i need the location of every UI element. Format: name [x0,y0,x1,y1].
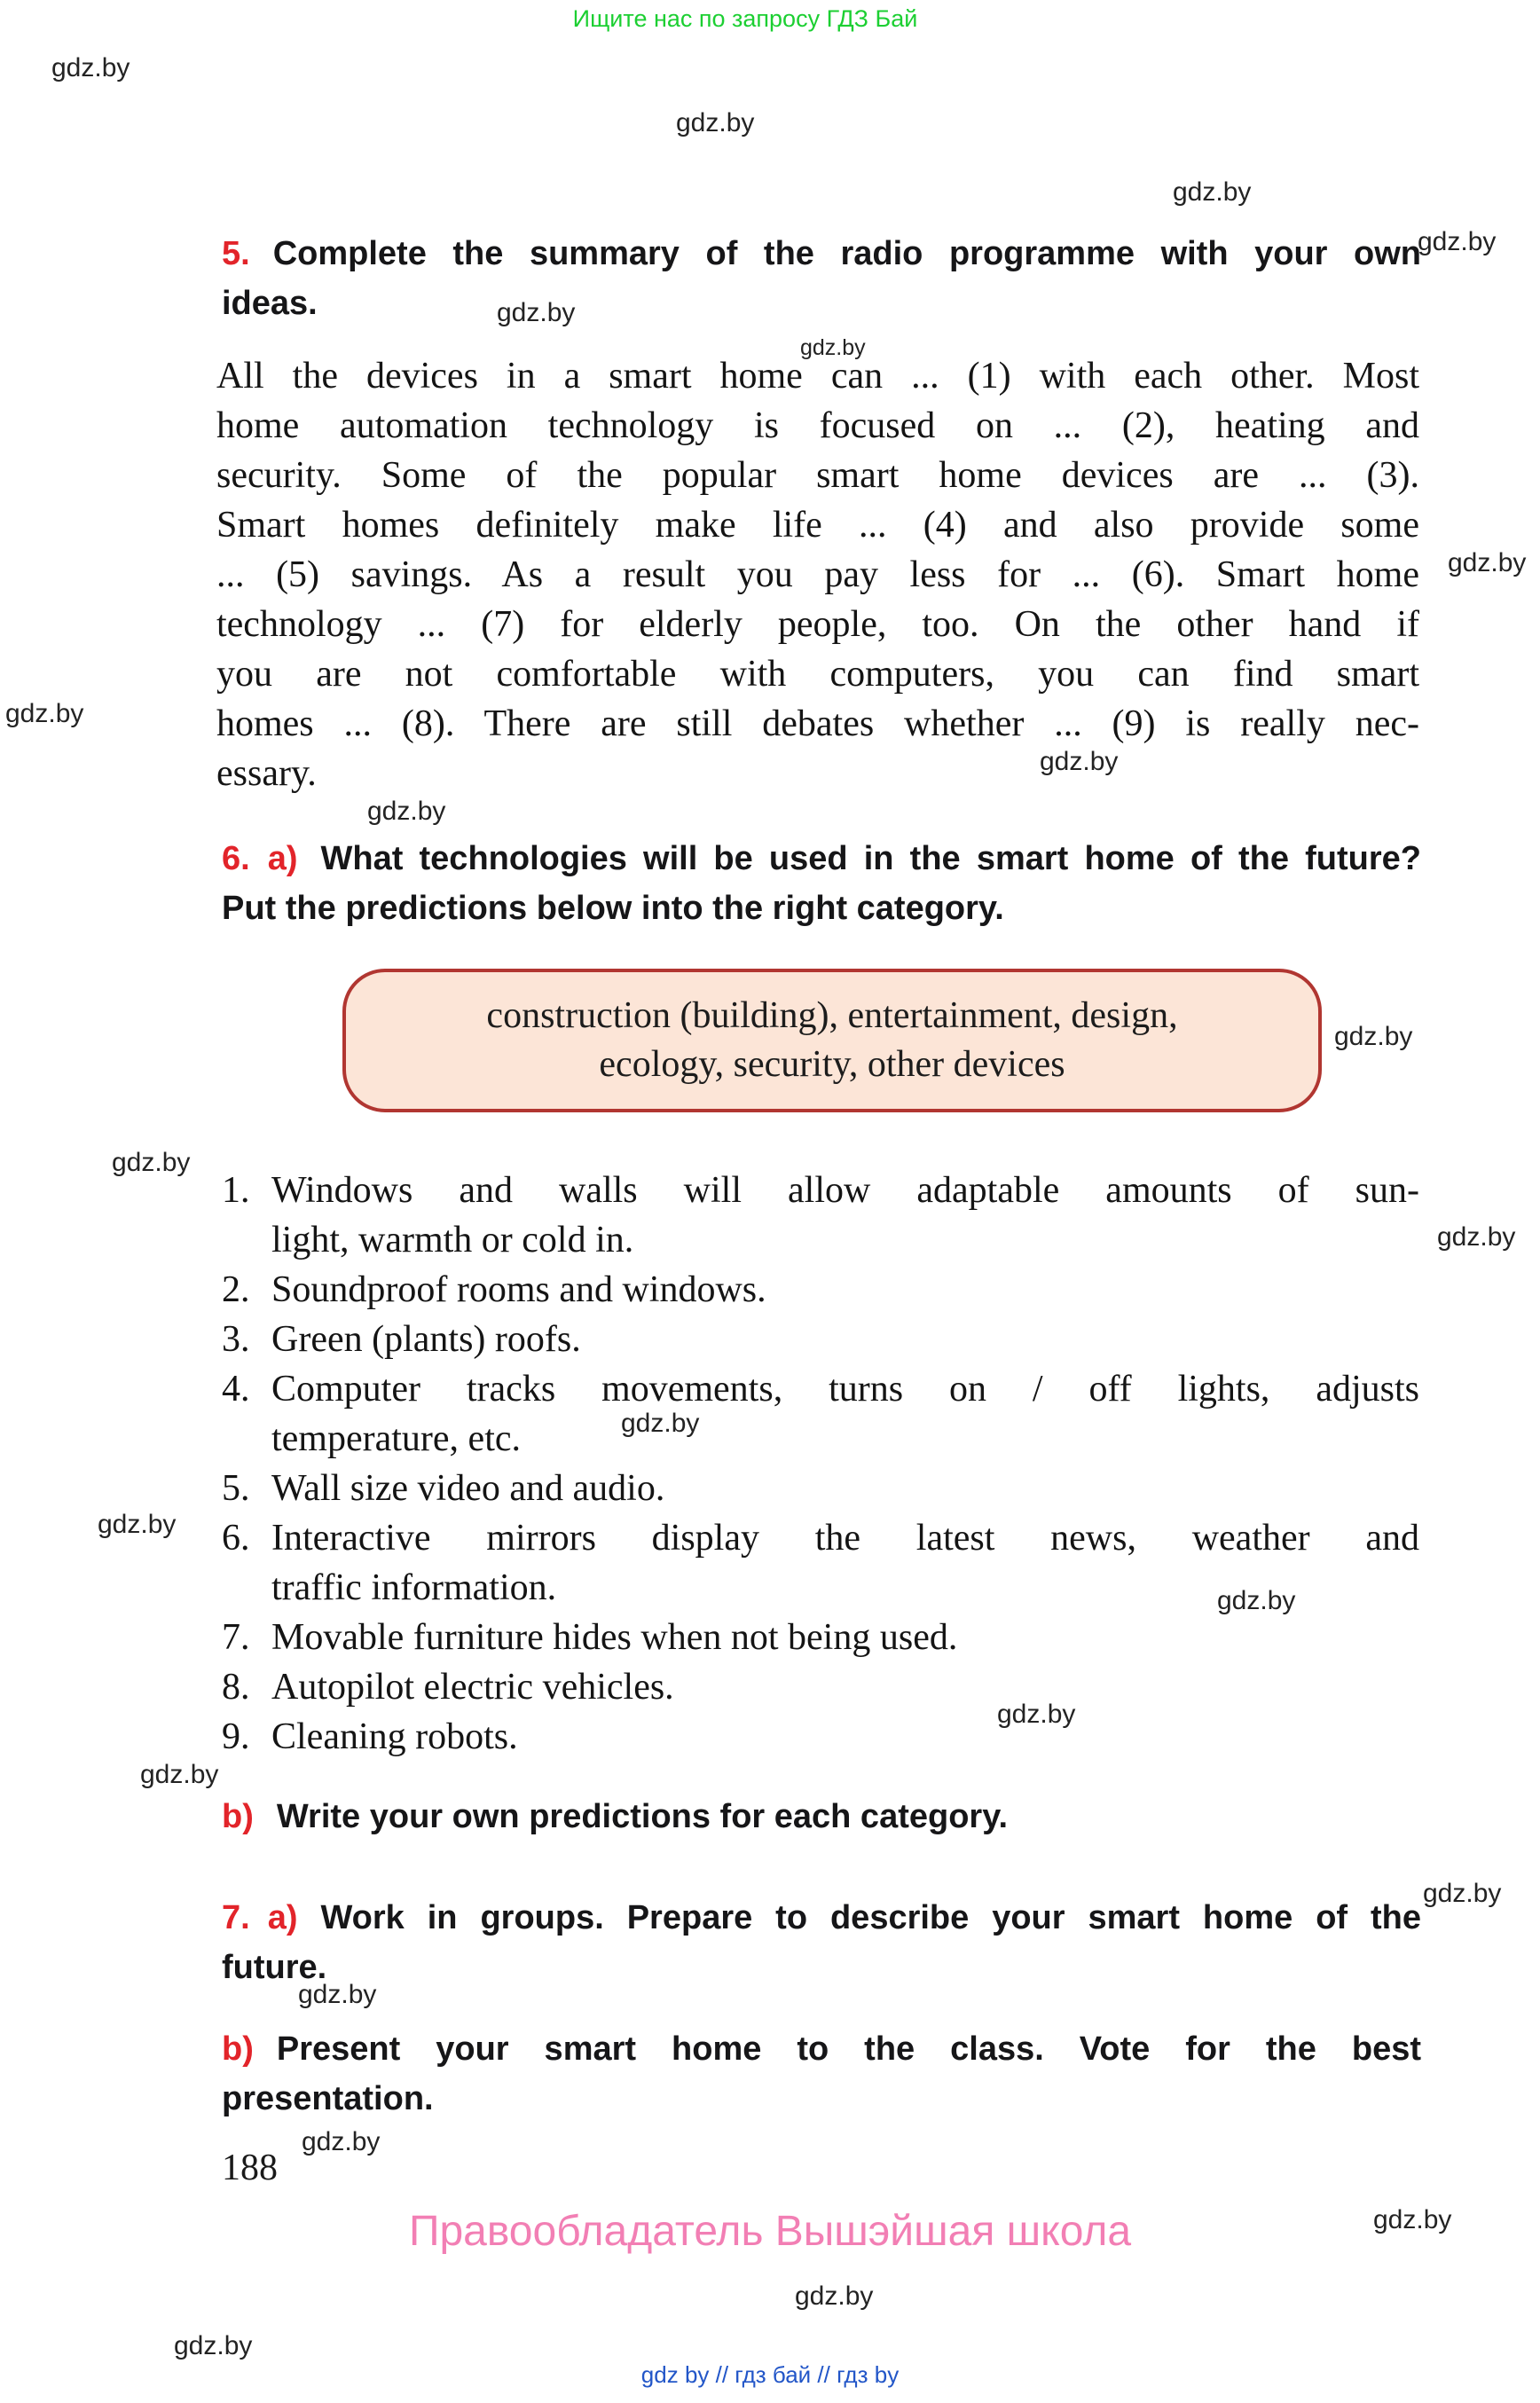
list-item [222,1464,1419,1513]
list-item-line: 1. Windows and walls will allow adaptable amounts of sun- [222,1166,1419,1215]
summary-line: All the devices in a smart home can ... (1) with each other. Most [216,356,1419,397]
list-item-number: 8. [222,1667,250,1708]
summary-line: homes ... (8). There are still debates whether ... (9) is really nec- [216,703,1419,744]
gdz-watermark: gdz.by [621,1409,700,1438]
list-item-line: light, warmth or cold in. [271,1220,634,1260]
gdz-watermark: gdz.by [676,108,755,137]
list-item-number: 2. [222,1269,250,1310]
list-item-number: 6. [222,1518,250,1559]
gdz-watermark: gdz.by [1173,177,1252,207]
list-item [222,1513,1419,1613]
copyright-line: Правообладатель Вышэйшая школа [408,2208,1132,2255]
gdz-watermark: gdz.by [1437,1222,1516,1252]
list-item [222,1265,1419,1315]
exercise6-heading [222,834,1421,933]
list-item-number: 7. [222,1617,250,1658]
exercise7-part-b-line2: presentation. [222,2080,434,2117]
list-item-number: 3. [222,1319,250,1360]
exercise6-number: 6. [222,840,250,877]
list-item-line: 2. Soundproof rooms and windows. [222,1265,1419,1315]
list-item-number: 1. [222,1170,250,1211]
gdz-watermark: gdz.by [800,335,866,360]
exercise7-part-a-line2: future. [222,1949,327,1986]
list-item [222,1613,1419,1662]
summary-paragraph [216,351,1419,798]
summary-line: you are not comfortable with computers, you can find smart [216,654,1419,695]
list-item [222,1315,1419,1364]
gdz-watermark: gdz.by [1448,548,1527,577]
exercise6-part-b [222,1792,1421,1842]
list-item [222,1364,1419,1464]
footer-links: gdz by // гдз бай // гдз by [640,2361,900,2388]
exercise6-title: What technologies will be used in the smart home of the future? [320,840,1421,877]
list-item-line: 8. Autopilot electric vehicles. [222,1662,1419,1712]
exercise6-part-b-label: b) [222,1798,254,1835]
exercise6-heading-line1 [222,834,1421,883]
gdz-watermark: gdz.by [51,53,130,82]
exercise5-heading-line1 [222,229,1421,279]
exercise7-part-b-line1 [222,2024,1421,2074]
list-item-line: traffic information. [271,1567,557,1608]
exercise5-number: 5. [222,235,250,272]
page-number: 188 [222,2148,278,2188]
exercise6-part-b-text: Write your own predictions for each category. [276,1798,1009,1835]
list-item-number: 4. [222,1369,250,1410]
exercise7-part-a-text: Work in groups. Prepare to describe your smart home of the [320,1899,1421,1936]
summary-line: technology ... (7) for elderly people, too. On the other hand if [216,604,1419,645]
exercise7-number: 7. [222,1899,250,1936]
list-item-line: 7. Movable furniture hides when not being used. [222,1613,1419,1662]
exercise7-part-a [222,1893,1421,1992]
promo-banner: Ищите нас по запросу ГДЗ Бай [572,5,918,32]
exercise7-part-a-line1 [222,1893,1421,1943]
summary-line: security. Some of the popular smart home devices are ... (3). [216,455,1419,496]
list-item [222,1712,1419,1762]
predictions-list [222,1166,1419,1762]
list-item-line: temperature, etc. [271,1418,521,1459]
list-item-line: 4. Computer tracks movements, turns on / off lights, adjusts [222,1364,1419,1414]
categories-box [342,969,1322,1112]
exercise6-heading-line2: Put the predictions below into the right category. [222,890,1004,927]
gdz-watermark: gdz.by [98,1510,177,1539]
gdz-watermark: gdz.by [5,699,84,728]
list-item [222,1166,1419,1265]
exercise7-part-b-label: b) [222,2030,254,2068]
gdz-watermark: gdz.by [298,1980,377,2009]
list-item-line: 6. Interactive mirrors display the latest news, weather and [222,1513,1419,1563]
gdz-watermark: gdz.by [1373,2205,1452,2234]
exercise5-heading [222,229,1421,328]
gdz-watermark: gdz.by [1334,1022,1413,1051]
exercise5-title: Complete the summary of the radio programme with your own [272,235,1421,272]
exercise6-part-b-line [222,1792,1421,1842]
exercise6-part-a-label: a) [267,840,298,877]
gdz-watermark: gdz.by [174,2331,253,2360]
exercise7-part-a-label: a) [267,1899,298,1936]
exercise5-heading-line2: ideas. [222,285,318,322]
summary-line: home automation technology is focused on ... (2), heating and [216,405,1419,446]
summary-line: ... (5) savings. As a result you pay less for ... (6). Smart home [216,554,1419,595]
gdz-watermark: gdz.by [1040,747,1119,776]
gdz-watermark: gdz.by [140,1760,219,1789]
gdz-watermark: gdz.by [1418,227,1497,256]
gdz-watermark: gdz.by [795,2281,874,2311]
exercise7-part-b [222,2024,1421,2124]
list-item-line: 5. Wall size video and audio. [222,1464,1419,1513]
gdz-watermark: gdz.by [1423,1879,1502,1908]
categories-line2: ecology, security, other devices [599,1044,1065,1085]
list-item-number: 9. [222,1716,250,1757]
gdz-watermark: gdz.by [997,1700,1076,1729]
list-item-line: 9. Cleaning robots. [222,1712,1419,1762]
gdz-watermark: gdz.by [302,2127,381,2156]
list-item-line: 3. Green (plants) roofs. [222,1315,1419,1364]
summary-line: essary. [216,753,317,794]
gdz-watermark: gdz.by [497,298,576,327]
summary-line: Smart homes definitely make life ... (4) and also provide some [216,505,1419,546]
gdz-watermark: gdz.by [367,797,446,826]
list-item-number: 5. [222,1468,250,1509]
gdz-watermark: gdz.by [112,1148,191,1177]
list-item [222,1662,1419,1712]
categories-line1: construction (building), entertainment, design, [486,995,1178,1036]
gdz-watermark: gdz.by [1217,1586,1296,1615]
exercise7-part-b-text: Present your smart home to the class. Vote for the best [276,2030,1421,2068]
